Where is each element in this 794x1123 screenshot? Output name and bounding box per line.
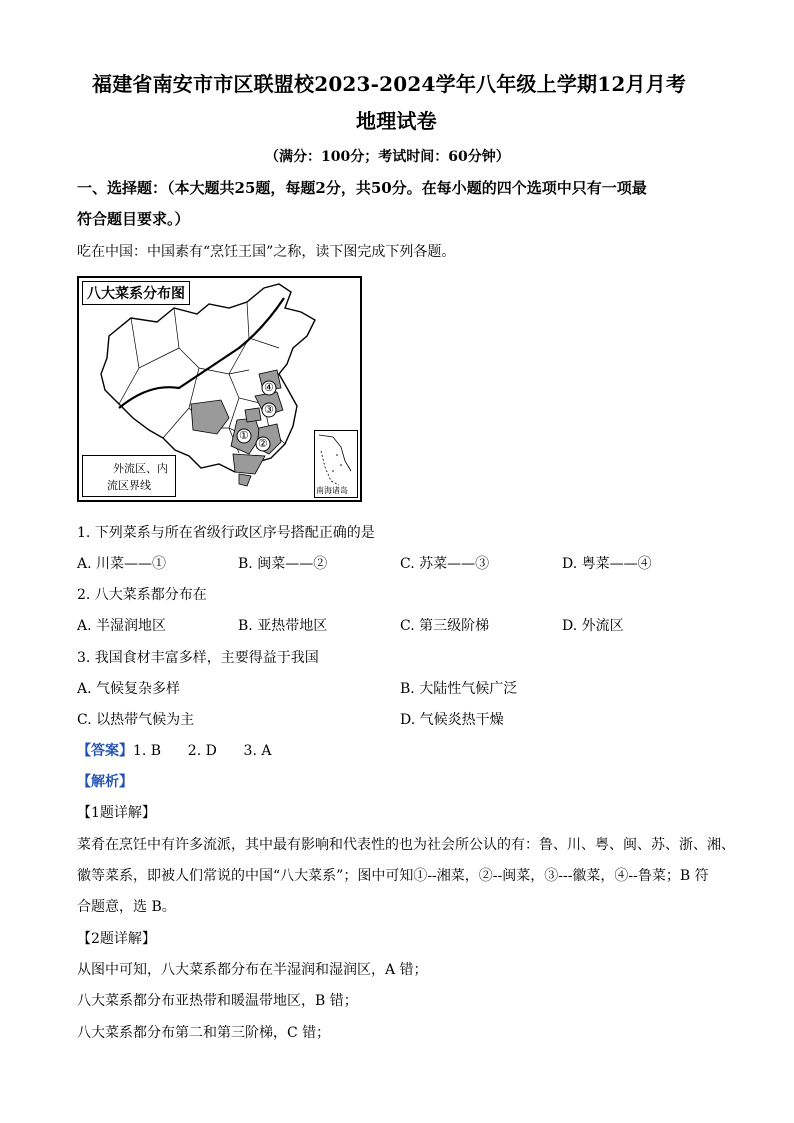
legend-line2: 流区界线	[107, 479, 151, 492]
inset-label: 南海诸岛	[316, 486, 348, 495]
q1-analysis-line2: 徽等菜系，即被人们常说的中国“八大菜系”；图中可知①--湘菜，②--闽菜，③---徽菜，④--鲁菜；B 符	[77, 868, 709, 884]
q2-analysis-line1: 从图中可知，八大菜系都分布在半湿润和湿润区，A 错；	[77, 962, 428, 978]
legend-line1: 外流区、内	[113, 462, 168, 475]
q2-option-c: C. 第三级阶梯	[400, 618, 490, 634]
q3-option-d: D. 气候炎热干燥	[400, 712, 504, 728]
answer-label: 【答案】	[77, 743, 133, 759]
question-1-stem: 1. 下列菜系与所在省级行政区序号搭配正确的是	[77, 525, 375, 541]
q2-option-a: A. 半湿润地区	[77, 618, 167, 634]
q3-option-a: A. 气候复杂多样	[77, 681, 181, 697]
answer-values: 1. B 2. D 3. A	[133, 743, 272, 759]
map-legend	[82, 455, 176, 497]
exam-info: （满分：100分；考试时间：60分钟）	[265, 149, 510, 165]
section-heading-line2: 符合题目要求。）	[77, 210, 190, 228]
q2-option-b: B. 亚热带地区	[238, 618, 328, 634]
q2-analysis-line2: 八大菜系都分布亚热带和暖温带地区，B 错；	[77, 993, 358, 1009]
q3-option-c: C. 以热带气候为主	[77, 712, 195, 728]
q1-analysis-line1: 菜肴在烹饪中有许多流派，其中最有影响和代表性的也为社会所公认的有：鲁、川、粤、闽、苏、浙、湘、	[77, 837, 735, 853]
marker-1: ①	[239, 429, 249, 442]
intro-text: 吃在中国：中国素有“烹饪王国”之称，读下图完成下列各题。	[77, 244, 456, 260]
q3-option-b: B. 大陆性气候广泛	[400, 681, 518, 697]
marker-4: ④	[264, 381, 274, 394]
title-line2: 地理试卷	[356, 109, 437, 133]
marker-2: ②	[258, 437, 268, 450]
analysis-label: 【解析】	[77, 774, 133, 790]
cuisine-map	[77, 276, 362, 502]
q1-analysis-heading: 【1题详解】	[77, 805, 156, 821]
q1-analysis-line3: 合题意，选 B。	[77, 899, 176, 915]
question-2-stem: 2. 八大菜系都分布在	[77, 587, 207, 603]
south-china-sea-inset	[314, 430, 358, 498]
q2-analysis-heading: 【2题详解】	[77, 931, 156, 947]
q1-option-d: D. 粤菜——④	[562, 556, 652, 572]
marker-3: ③	[264, 403, 274, 416]
q2-analysis-line3: 八大菜系都分布第二和第三阶梯，C 错；	[77, 1025, 331, 1041]
section-heading-line1: 一、选择题：（本大题共25题，每题2分，共50分。在每小题的四个选项中只有一项最	[77, 179, 647, 197]
answer-line	[77, 740, 271, 760]
title-line1: 福建省南安市市区联盟校2023-2024学年八年级上学期12月月考	[92, 72, 687, 96]
q1-option-b: B. 闽菜——②	[238, 556, 328, 572]
q2-option-d: D. 外流区	[562, 618, 624, 634]
question-3-stem: 3. 我国食材丰富多样，主要得益于我国	[77, 650, 319, 666]
q1-option-a: A. 川菜——①	[77, 556, 167, 572]
q1-option-c: C. 苏菜——③	[400, 556, 490, 572]
map-title: 八大菜系分布图	[82, 281, 190, 305]
